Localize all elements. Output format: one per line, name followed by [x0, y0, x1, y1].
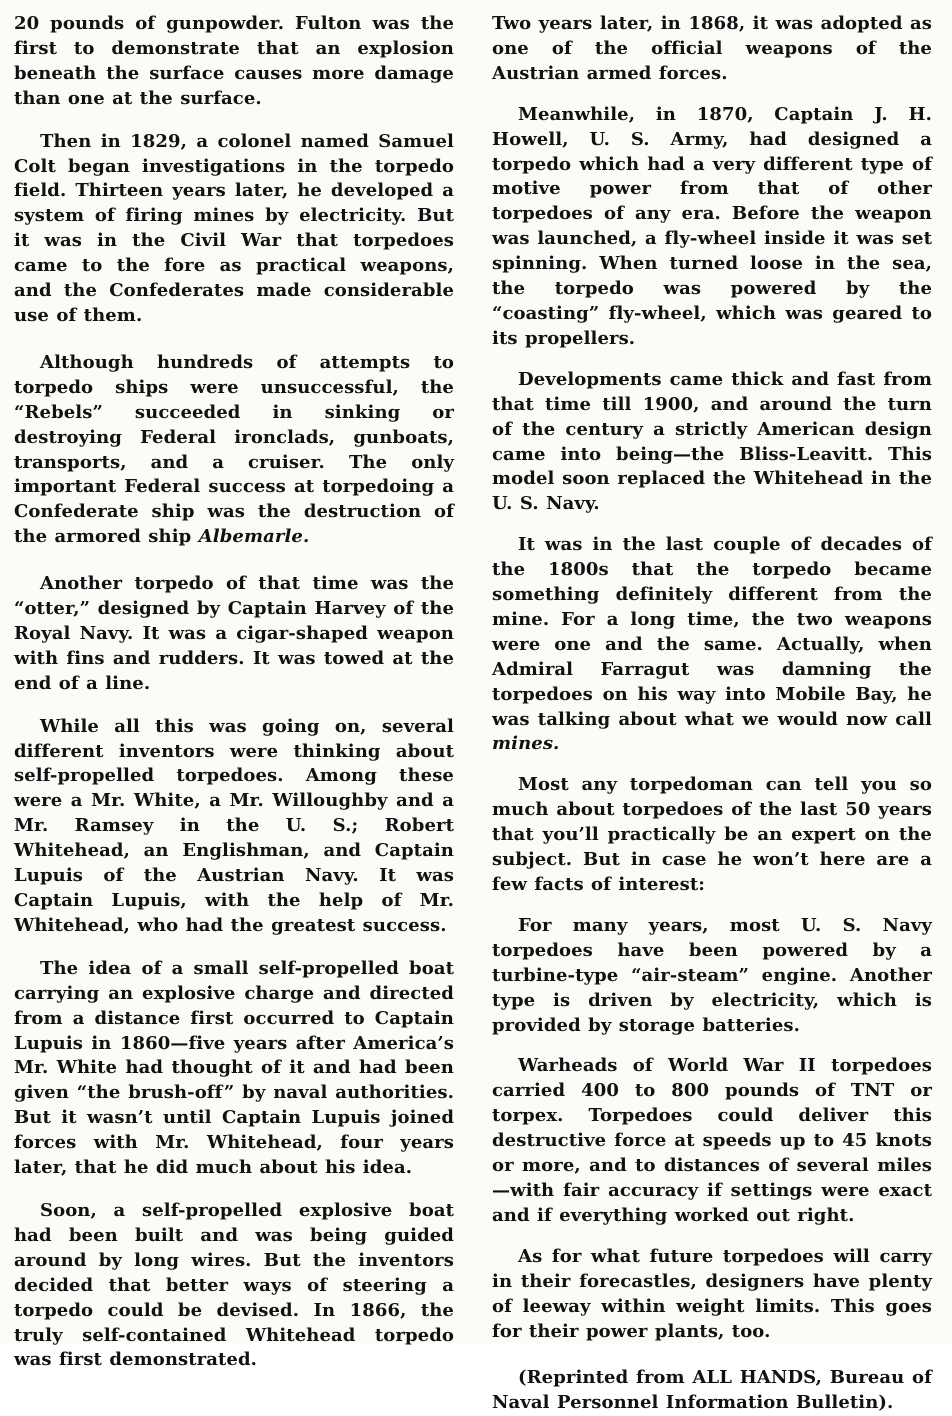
paragraph-inventors: While all this was going on, several different inventors were thinking about self-propelled torpedoes. Among these were a Mr. White, a Mr. Willoughby and a Mr. Ramsey in the U. S.; Robert Whitehead, an Englishman, and Captain Lupuis of the Austrian Navy. It was Captain Lupuis, with the help of Mr. Whitehead, who had the greatest success. [14, 715, 454, 936]
paragraph-mines [492, 533, 932, 757]
paragraph-facts: Most any torpedoman can tell you so much about torpedoes of the last 50 years that you’ll practically be an expert on the subject. But in case he won’t here are a few facts of interest: [492, 774, 932, 895]
paragraph-future: As for what future torpedoes will carry in their forecastles, designers have plenty of leeway within weight limits. This goes for their power plants, too. [492, 1245, 932, 1342]
ship-name-albemarle: Albemarle. [198, 526, 310, 548]
word-mines: mines. [492, 733, 560, 755]
left-column [14, 12, 454, 1373]
paragraph-rebels [14, 351, 454, 550]
reprint-credit: (Reprinted from ALL HANDS, Bureau of Naval Personnel Information Bulletin). [492, 1367, 932, 1414]
paragraph-colt: Then in 1829, a colonel named Samuel Colt began investigations in the torpedo field. Thirteen years later, he developed a system of firing mines by electricity. But it was in the Civil War that torpedoes came to the fore as practical weapons, and the Confederates made considerable use of them. [14, 130, 454, 326]
paragraph-engines: For many years, most U. S. Navy torpedoes have been powered by a turbine-type “air-steam” engine. Another type is driven by electricity, which is provided by storage batteries. [492, 914, 932, 1036]
paragraph-fulton: 20 pounds of gunpowder. Fulton was the first to demonstrate that an explosion beneath the surface causes more damage than one at the surface. [14, 13, 454, 109]
paragraph-warheads: Warheads of World War II torpedoes carried 400 to 800 pounds of TNT or torpex. Torpedoes could deliver this destructive force at speeds up to 45 knots or more, and to distances of several miles—with fair accuracy if settings were exact and if everything worked out right. [492, 1055, 932, 1226]
paragraph-austrian: Two years later, in 1868, it was adopted as one of the official weapons of the Austrian armed forces. [492, 13, 932, 84]
paragraph-whitehead: Soon, a self-propelled explosive boat had been built and was being guided around by long wires. But the inventors decided that better ways of steering a torpedo could be devised. In 1866, the truly self-contained Whitehead torpedo was first demonstrated. [14, 1199, 454, 1371]
paragraph-otter: Another torpedo of that time was the “otter,” designed by Captain Harvey of the Royal Navy. It was a cigar-shaped weapon with fins and rudders. It was towed at the end of a line. [14, 573, 454, 694]
right-column [492, 12, 932, 1416]
paragraph-howell: Meanwhile, in 1870, Captain J. H. Howell, U. S. Army, had designed a torpedo which had a very different type of motive power from that of other torpedoes of any era. Before the weapon was launched, a fly-wheel inside it was set spinning. When turned loose in the sea, the torpedo was powered by the “coasting” fly-wheel, which was geared to its propellers. [492, 103, 932, 349]
paragraph-bliss-leavitt: Developments came thick and fast from that time till 1900, and around the turn of the century a strictly American design came into being—the Bliss-Leavitt. This model soon replaced the Whitehead in the U. S. Navy. [492, 368, 932, 515]
paragraph-rebels-text: Although hundreds of attempts to torpedo ships were unsuccessful, the “Rebels” succeeded in sinking or destroying Federal ironclads, gunboats, transports, and a cruiser. The only important Federal success at torpedoing a Confederate ship was the destruction of the armored ship [14, 351, 454, 548]
paragraph-lupuis: The idea of a small self-propelled boat carrying an explosive charge and directed from a distance first occurred to Captain Lupuis in 1860—five years after America’s Mr. White had thought of it and had been given “the brush-off” by naval authorities. But it wasn’t until Captain Lupuis joined forces with Mr. Whitehead, four years later, that he did much about his idea. [14, 957, 454, 1179]
paragraph-mines-text: It was in the last couple of decades of the 1800s that the torpedo became something definitely different from the mine. For a long time, the two weapons were one and the same. Actually, when Admiral Farragut was damning the torpedoes on his way into Mobile Bay, he was talking about what we would now call [492, 534, 932, 730]
